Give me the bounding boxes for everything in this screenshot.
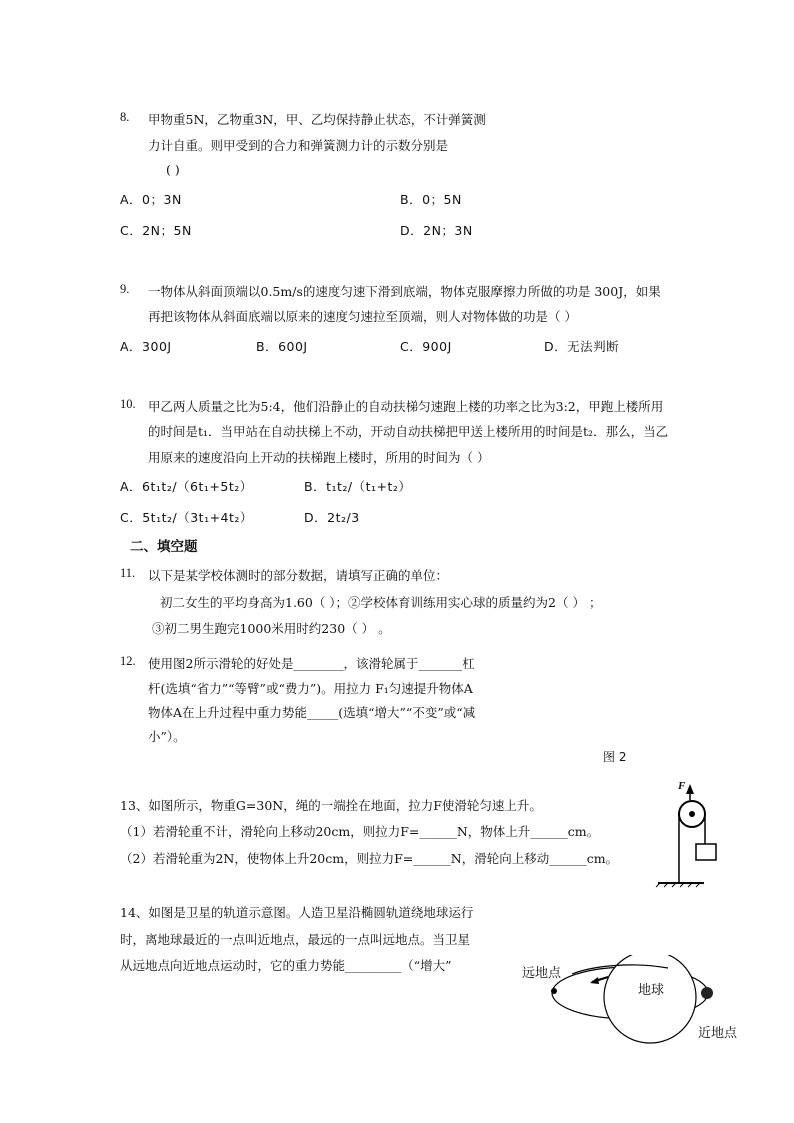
- q11-number: 11.: [120, 566, 136, 580]
- q11-text-line1: 以下是某学校体测时的部分数据，请填写正确的单位：: [148, 568, 449, 583]
- q11-text-line2: 初二女生的平均身高为1.60（ ）；②学校体育训练用实心球的质量约为2（ ） ；: [160, 595, 602, 610]
- pulley-axle: [689, 811, 695, 817]
- q10-text-line2: 的时间是t₁．当甲站在自动扶梯上不动，开动自动扶梯把甲送上楼所用的时间是t₂．那么，当乙: [148, 424, 669, 439]
- direction-arrow-head: [590, 977, 599, 984]
- force-label: F: [678, 780, 686, 792]
- q9-option-a: A．300J: [120, 339, 172, 354]
- pulley-diagram: [652, 780, 732, 890]
- q8-number: 8.: [120, 110, 130, 124]
- q9-option-b: B．600J: [256, 339, 308, 354]
- figure-2-caption: 图 2: [603, 750, 627, 764]
- q11-text-line3: ③初二男生跑完1000米用时约230（ ） 。: [152, 621, 391, 636]
- q10-option-d: D．2t₂/3: [304, 510, 360, 525]
- q10-option-c: C．5t₁t₂/（3t₁+4t₂）: [120, 510, 253, 525]
- weight-block: [696, 844, 716, 860]
- q10-option-a: A．6t₁t₂/（6t₁+5t₂）: [120, 479, 253, 494]
- q14-text-line1: 14、如图是卫星的轨道示意图。人造卫星沿椭圆轨道绕地球运行: [120, 905, 474, 920]
- near-point-label: 近地点: [698, 1026, 738, 1041]
- near-point-satellite: [701, 987, 713, 999]
- q12-text-line2: 杆(选填“省力”“等臂”或“费力”)。用拉力 F₁匀速提升物体A: [148, 681, 473, 696]
- q10-text-line1: 甲乙两人质量之比为5:4，他们沿静止的自动扶梯匀速跑上楼的功率之比为3:2，甲跑上楼所用: [148, 399, 664, 414]
- q10-number: 10.: [120, 397, 136, 411]
- q12-text-line1: 使用图2所示滑轮的好处是________，该滑轮属于_______杠: [148, 656, 475, 671]
- q8-text-line1: 甲物重5N，乙物重3N，甲、乙均保持静止状态，不计弹簧测: [148, 112, 486, 127]
- q13-text-line1: 13、如图所示，物重G=30N，绳的一端拴在地面，拉力F使滑轮匀速上升。: [120, 798, 542, 813]
- q8-answer-paren: ( ): [166, 162, 180, 177]
- far-point-label: 远地点: [522, 966, 562, 981]
- q12-number: 12.: [120, 654, 136, 668]
- q8-option-a: A．0；3N: [120, 192, 182, 207]
- q13-text-line2: （1）若滑轮重不计，滑轮向上移动20cm，则拉力F=______N，物体上升______cm。: [120, 824, 600, 839]
- q10-option-b: B．t₁t₂/（t₁+t₂）: [304, 479, 412, 494]
- earth-circle: [604, 955, 696, 1043]
- section-title: 二、填空题: [130, 539, 198, 555]
- q8-text-line2: 力计自重。则甲受到的合力和弹簧测力计的示数分别是: [148, 138, 449, 153]
- q8-option-b: B．0；5N: [400, 192, 462, 207]
- q8-option-d: D．2N；3N: [400, 223, 473, 238]
- earth-label: 地球: [638, 983, 665, 998]
- q9-number: 9.: [120, 282, 130, 296]
- q14-text-line2: 时，离地球最近的一点叫近地点，最远的一点叫远地点。当卫星: [120, 932, 471, 947]
- q9-option-d: D．无法判断: [544, 339, 620, 354]
- q8-option-c: C．2N；5N: [120, 223, 192, 238]
- force-arrow-head: [686, 784, 694, 794]
- q9-text-line1: 一物体从斜面顶端以0.5m/s的速度匀速下滑到底端，物体克服摩擦力所做的功是 300J，如果: [148, 284, 661, 299]
- q9-option-c: C．900J: [400, 339, 452, 354]
- q13-text-line3: （2）若滑轮重为2N，使物体上升20cm，则拉力F=______N，滑轮向上移动______cm。: [120, 851, 619, 866]
- q10-text-line3: 用原来的速度沿向上开动的扶梯跑上楼时，所用的时间为（ ）: [148, 450, 490, 465]
- q14-text-line3: 从远地点向近地点运动时，它的重力势能_________（“增大”: [120, 958, 452, 973]
- q12-text-line4: 小”）。: [148, 729, 186, 744]
- q12-text-line3: 物体A在上升过程中重力势能_____(选填“增大”“不变”或“减: [148, 705, 476, 720]
- far-point-satellite: [551, 988, 557, 994]
- q9-text-line2: 再把该物体从斜面底端以原来的速度匀速拉至顶端，则人对物体做的功是（ ）: [148, 309, 577, 324]
